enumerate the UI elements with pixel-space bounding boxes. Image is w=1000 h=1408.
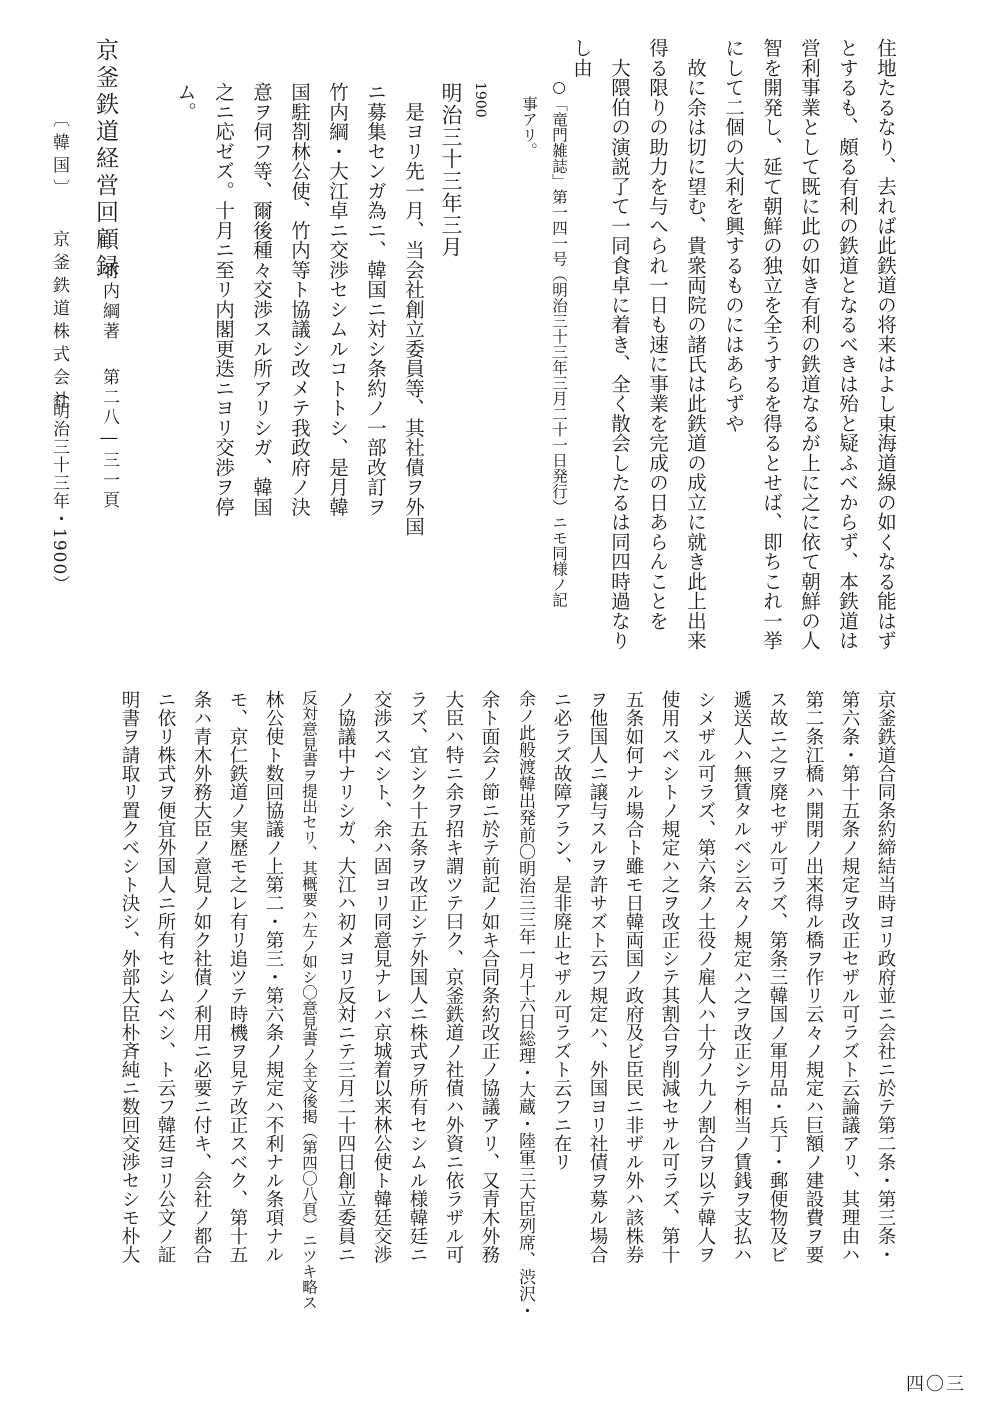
page-number: 四〇三 xyxy=(906,1374,966,1395)
lower-line-11: 余ノ此般渡韓出発前〇明治三三年一月十六日総理・大蔵・陸軍三大臣列席、渋沢・ xyxy=(515,690,535,1319)
lower-line-6: シメザル可ラズ、第六条ノ土役ノ雇人ハ十分ノ九ノ割合ヲ以テ韓人ヲ xyxy=(695,690,716,1264)
upper-line-5: にして二個の大利を興するものにはあらずや xyxy=(722,38,745,433)
source-category: 〔韓国〕 xyxy=(49,110,69,202)
upper-line-2: とするも、頗る有利の鉄道となるべきは殆と疑ふべからず、本鉄道は xyxy=(836,38,859,651)
lower-line-9: ヲ他国人ニ譲与スルヲ許サズト云フ規定ハ、外国ヨリ社債ヲ募ル場合 xyxy=(587,690,608,1264)
upper-line-1: 住地たるなり、去れば此鉄道の将来はよし東海道線の如くなる能はず xyxy=(874,38,897,651)
source-date: （明治三十三年・1900） xyxy=(49,384,69,594)
lower-line-16: ノ協議中ナリシガ、大江ハ初メヨリ反対ニテ三月二十四日創立委員ニ xyxy=(335,690,356,1264)
source-note-line-2: 事アリ。 xyxy=(520,96,538,158)
lower-line-19: モ、京仁鉄道ノ実歴モ之レ有リ追ツテ時機ヲ見テ改正スベク、第十五 xyxy=(227,690,248,1264)
entry-line-1: 是ヨリ先一月、当会社創立委員等、其社債ヲ外国 xyxy=(402,82,425,537)
source-pages: 第二八―三一頁 xyxy=(99,368,119,511)
entry-line-3: 竹内綱・大江卓ニ交渉セシムルコトトシ、是月韓 xyxy=(326,82,349,517)
upper-line-4: 智を開発し、延て朝鮮の独立を全うするを得るとせば、即ちこれ一挙 xyxy=(760,38,783,651)
entry-line-5: 意ヲ伺フ等、爾後種々交渉スル所アリシガ、韓国 xyxy=(250,82,273,517)
lower-line-22: 明書ヲ請取リ置クベシト決シ、外部大臣朴斉純ニ数回交渉セシモ朴大 xyxy=(119,690,140,1264)
lower-line-7: 使用スベシトノ規定ハ之ヲ改正シテ其割合ヲ削減セサル可ラズ、第十 xyxy=(659,690,680,1264)
lower-line-14: ラズ、宜シク十五条ヲ改正シテ外国人ニ株式ヲ所有セシムル様韓廷ニ xyxy=(407,690,428,1264)
source-note-line-1: ○「竜門雑誌」第一四一号（明治三十三年三月二十一日発行）ニモ同様ノ記 xyxy=(550,78,568,608)
source-title: 京釜鉄道経営回顧録 xyxy=(92,38,118,281)
lower-line-13: 大臣ハ特ニ余ヲ招キ謂ツテ曰ク、京釜鉄道ノ社債ハ外資ニ依ラザル可 xyxy=(443,690,464,1264)
entry-line-2: ニ募集センガ為ニ、韓国ニ対シ条約ノ一部改訂ヲ xyxy=(364,82,387,517)
lower-line-1: 京釜鉄道合同条約締結当時ヨリ政府並ニ会社ニ於テ第二条・第三条・ xyxy=(875,690,896,1264)
lower-line-3: 第二条江橋ハ開閉ノ出来得ル橋ヲ作リ云々ノ規定ハ巨額ノ建設費ヲ要 xyxy=(803,690,824,1264)
upper-line-6: 故に余は切に望む、貴衆両院の諸氏は此鉄道の成立に就き此上出来 xyxy=(684,38,707,651)
lower-line-12: 余ト面会ノ節ニ於テ前記ノ如キ合同条約改正ノ協議アリ、又青木外務 xyxy=(479,690,500,1264)
entry-line-6: 之ニ応ゼズ。十月ニ至リ内閣更迭ニヨリ交渉ヲ停 xyxy=(212,82,235,517)
source-publisher: 京釜鉄道株式会社 xyxy=(49,230,69,414)
lower-line-4: ス故ニ之ヲ廃セザル可ラズ、第条三韓国ノ軍用品・兵丁・郵便物及ビ xyxy=(767,690,788,1264)
lower-line-15: 交渉スベシト、余ハ固ヨリ同意見ナレバ京城着以来林公使ト韓廷交渉 xyxy=(371,690,392,1264)
upper-line-3: 営利事業として既に此の如き有利の鉄道なるが上に之に依て朝鮮の人 xyxy=(798,38,821,651)
lower-line-10: ニ必ラズ故障アラン、是非廃止セザル可ラズト云フニ在リ xyxy=(551,690,572,1171)
year-western: 1900 xyxy=(472,82,488,118)
lower-line-20: 条ハ青木外務大臣ノ意見ノ如ク社債ノ利用ニ必要ニ付キ、会社ノ都合 xyxy=(191,690,212,1264)
lower-line-18: 林公使ト数回協議ノ上第二・第三・第六条ノ規定ハ不利ナル条項ナル xyxy=(263,690,284,1264)
lower-line-8: 五条如何ナル場合ト雖モ日韓両国ノ政府及ビ臣民ニ非ザル外ハ該株券 xyxy=(623,690,644,1264)
date-heading: 明治三十三年三月 xyxy=(439,82,463,258)
source-author: 竹内綱著 xyxy=(99,262,119,342)
lower-line-5: 遞送人ハ無賃タルベシ云々ノ規定ハ之ヲ改正シテ相当ノ賃銭ヲ支払ハ xyxy=(731,690,752,1264)
lower-line-17: 反対意見書ヲ提出セリ、其概要ハ左ノ如シ〇意見書ノ全文後掲（第四〇八頁）ニツキ略ス xyxy=(300,690,318,1310)
lower-line-21: ニ依リ株式ヲ便宜外国人ニ所有セシムベシ、ト云フ韓廷ヨリ公文ノ証 xyxy=(155,690,176,1264)
upper-line-8: 大隈伯の演説了て一同食卓に着き、全く散会したるは同四時過なり xyxy=(608,38,631,651)
lower-line-2: 第六条・第十五条ノ規定ヲ改正セザル可ラズト云論議アリ、其理由ハ xyxy=(839,690,860,1264)
upper-line-9: し由 xyxy=(570,38,593,78)
entry-line-4: 国駐剳林公使、竹内等ト協議シ改メテ我政府ノ決 xyxy=(288,82,311,517)
entry-line-7: ム。 xyxy=(174,82,197,122)
upper-line-7: 得る限りの助力を与へられ一日も速に事業を完成の日あらんことを xyxy=(646,38,669,631)
